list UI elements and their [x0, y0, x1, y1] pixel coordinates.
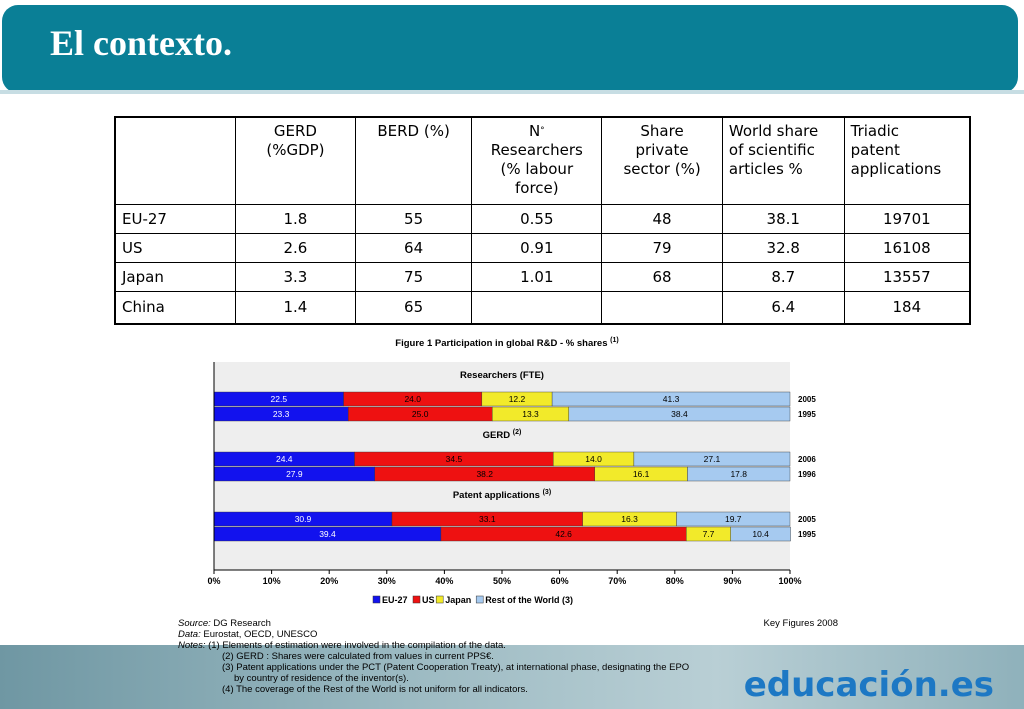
legend-swatch	[373, 596, 380, 603]
cell-researchers	[472, 292, 602, 324]
legend-swatch	[436, 596, 443, 603]
header-triadic: Triadic patent applications	[844, 117, 970, 205]
cell-world-share: 32.8	[722, 234, 844, 263]
cell-researchers: 0.55	[472, 205, 602, 234]
note-2: (2) GERD : Shares were calculated from values in current PPS€.	[222, 651, 494, 662]
data-label: 16.1	[632, 469, 650, 479]
header-researchers: N° Researchers (% labour force)	[472, 117, 602, 205]
cell-world-share: 8.7	[722, 263, 844, 292]
cell-triadic: 16108	[844, 234, 970, 263]
cell-share-private: 68	[602, 263, 723, 292]
x-tick-label: 30%	[377, 576, 396, 586]
cell-triadic: 19701	[844, 205, 970, 234]
note-3: (3) Patent applications under the PCT (Patent Cooperation Treaty), at international phase, designating the EPO	[222, 662, 690, 673]
title-bar-shadow	[0, 90, 1024, 94]
row-label: EU-27	[115, 205, 236, 234]
legend-label: US	[422, 595, 435, 605]
cell-share-private: 79	[602, 234, 723, 263]
page-title: El contexto.	[50, 23, 232, 63]
cell-world-share: 6.4	[722, 292, 844, 324]
data-label: 27.1	[703, 454, 721, 464]
note-4: (4) The coverage of the Rest of the World is not uniform for all indicators.	[222, 684, 528, 695]
data-label: 17.8	[730, 469, 748, 479]
note-notes: Notes: (1) Elements of estimation were involved in the compilation of the data.	[178, 640, 506, 651]
data-label: 14.0	[585, 454, 602, 464]
table-row	[115, 234, 970, 263]
legend-label: EU-27	[382, 595, 408, 605]
data-label: 23.3	[272, 409, 290, 419]
indicators-table	[114, 116, 971, 325]
key-figures: Key Figures 2008	[763, 618, 838, 629]
chart-title: Figure 1 Participation in global R&D - % shares $^{(1)}$	[395, 337, 619, 349]
data-label: 42.6	[555, 529, 572, 539]
x-tick-label: 70%	[608, 576, 627, 586]
x-tick-label: 40%	[435, 576, 454, 586]
cell-gerd: 1.8	[236, 205, 356, 234]
cell-gerd: 3.3	[236, 263, 356, 292]
x-tick-label: 60%	[550, 576, 569, 586]
cell-berd: 65	[355, 292, 472, 324]
row-label: Japan	[115, 263, 236, 292]
data-label: 25.0	[411, 409, 429, 419]
x-tick-label: 80%	[665, 576, 684, 586]
data-label: 12.2	[508, 394, 526, 404]
x-tick-label: 50%	[492, 576, 512, 586]
brand-logo: educación.es	[743, 665, 994, 705]
year-label: 2005	[798, 515, 816, 524]
data-label: 33.1	[479, 514, 496, 524]
data-label: 27.9	[286, 469, 303, 479]
cell-triadic: 13557	[844, 263, 970, 292]
group-label: Patent applications $^{(3)}$	[452, 489, 552, 501]
year-label: 2006	[798, 455, 816, 464]
x-tick-label: 90%	[723, 576, 742, 586]
data-label: 16.3	[621, 514, 638, 524]
table-row	[115, 263, 970, 292]
data-label: 24.0	[404, 394, 421, 404]
note-source: Source: DG Research Key Figures 2008	[178, 618, 838, 629]
cell-share-private	[602, 292, 723, 324]
data-label: 38.2	[476, 469, 493, 479]
data-label: 7.7	[702, 529, 715, 539]
x-tick-label: 0%	[207, 576, 221, 586]
data-label: 24.4	[275, 454, 293, 464]
data-label: 39.4	[319, 529, 336, 539]
data-label: 22.5	[270, 394, 288, 404]
cell-world-share: 38.1	[722, 205, 844, 234]
cell-gerd: 1.4	[236, 292, 356, 324]
row-label: China	[115, 292, 236, 324]
table-row	[115, 205, 970, 234]
header-gerd: GERD (%GDP)	[236, 117, 356, 205]
data-label: 34.5	[445, 454, 463, 464]
year-label: 2005	[798, 395, 816, 404]
cell-researchers: 0.91	[472, 234, 602, 263]
legend-swatch	[476, 596, 483, 603]
table-header-row	[115, 117, 970, 205]
header-berd: BERD (%)	[355, 117, 472, 205]
cell-researchers: 1.01	[472, 263, 602, 292]
cell-gerd: 2.6	[236, 234, 356, 263]
group-label: GERD $^{(2)}$	[482, 429, 522, 441]
header-share-private: Share private sector (%)	[602, 117, 723, 205]
cell-triadic: 184	[844, 292, 970, 324]
year-label: 1996	[798, 470, 816, 479]
chart-notes	[178, 618, 838, 695]
group-label: Researchers (FTE)	[460, 370, 544, 381]
data-label: 38.4	[671, 409, 688, 419]
year-label: 1995	[798, 530, 816, 539]
table-row	[115, 292, 970, 324]
row-label: US	[115, 234, 236, 263]
year-label: 1995	[798, 410, 816, 419]
note-3b: by country of residence of the inventor(s).	[234, 673, 409, 684]
data-label: 30.9	[294, 514, 312, 524]
x-tick-label: 10%	[262, 576, 281, 586]
legend-label: Rest of the World (3)	[485, 595, 574, 605]
data-label: 10.4	[752, 529, 769, 539]
cell-berd: 75	[355, 263, 472, 292]
x-tick-label: 100%	[778, 576, 802, 586]
legend-swatch	[413, 596, 420, 603]
note-data: Data: Eurostat, OECD, UNESCO	[178, 629, 318, 640]
cell-share-private: 48	[602, 205, 723, 234]
x-tick-label: 20%	[320, 576, 339, 586]
data-label: 13.3	[522, 409, 539, 419]
data-label: 19.7	[724, 514, 742, 524]
cell-berd: 64	[355, 234, 472, 263]
legend-label: Japan	[445, 595, 472, 605]
participation-chart	[0, 330, 1024, 620]
cell-berd: 55	[355, 205, 472, 234]
data-label: 41.3	[662, 394, 680, 404]
header-world-share: World share of scientific articles %	[722, 117, 844, 205]
header-empty	[115, 117, 236, 205]
